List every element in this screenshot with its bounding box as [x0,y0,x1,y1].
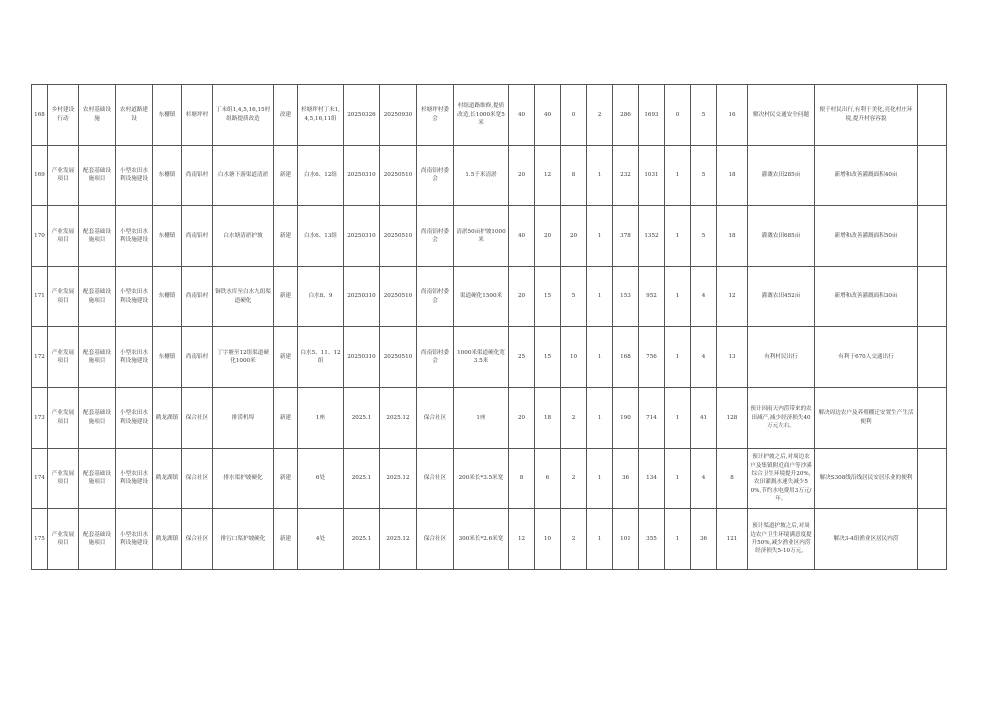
other-funds-cell: 5 [561,266,587,327]
location-cell: 白水6、13组 [298,206,344,267]
township-cell: 鹤龙湖镇 [153,448,182,509]
end-date-cell: 2025.12 [380,387,417,448]
project-type-cell: 产业发展项目 [48,145,79,206]
start-date-cell: 20250310 [344,145,380,206]
table-row [32,266,947,327]
fiscal-funds-cell: 40 [535,85,561,146]
remarks-cell [918,448,947,509]
poverty-population-cell: 8 [717,448,748,509]
construction-content-cell: 清淤50亩护坡1000米 [454,206,509,267]
people-benefited-cell: 134 [639,448,665,509]
benefit-mechanism-cell: 新增和改善灌溉面积50亩 [815,206,918,267]
villages-benefited-cell: 2 [587,85,613,146]
villages-benefited-cell: 1 [587,266,613,327]
implementing-unit-cell: 尚南铝村委会 [417,266,454,327]
remarks-cell [918,145,947,206]
people-benefited-cell: 756 [639,327,665,388]
location-cell: 白水5、11、12组 [298,327,344,388]
project-table [31,84,947,570]
construction-content-cell: 1.5千米清淤 [454,145,509,206]
total-investment-cell: 20 [509,145,535,206]
performance-goal-cell: 灌溉农田685亩 [748,206,815,267]
benefit-mechanism-cell: 解决3-4组渔业区居民内涝 [815,509,918,570]
households-benefited-cell: 378 [613,206,639,267]
remarks-cell [918,327,947,388]
fiscal-funds-cell: 6 [535,448,561,509]
poverty-households-cell: 1 [665,327,691,388]
other-funds-cell: 8 [561,145,587,206]
village-cell: 保合社区 [182,387,213,448]
performance-goal-cell: 预计渠道护坡之后,对周边农户卫生环境满意度提升50%,减少渔业区内涝经济损失5-10万元。 [748,509,815,570]
project-type-cell: 产业发展项目 [48,387,79,448]
poverty-population-cell: 18 [717,206,748,267]
project-subtype-cell: 配套基础设施项目 [79,327,116,388]
project-type-cell: 产业发展项目 [48,509,79,570]
table-row [32,387,947,448]
construction-category-cell: 小型农田水利设施建设 [116,327,153,388]
implementing-unit-cell: 杉塘坪村委会 [417,85,454,146]
construction-nature-cell: 改建 [274,85,298,146]
township-cell: 东栅镇 [153,145,182,206]
households-benefited-cell: 153 [613,266,639,327]
poverty-population-cell: 121 [717,509,748,570]
total-investment-cell: 8 [509,448,535,509]
poverty-households-cell: 1 [665,509,691,570]
project-subtype-cell: 配套基础设施项目 [79,206,116,267]
project-name-cell: 丁未组1,4,5,16,15村组路提质改造 [213,85,274,146]
location-cell: 白水6、12组 [298,145,344,206]
location-cell: 6处 [298,448,344,509]
project-subtype-cell: 配套基础设施项目 [79,448,116,509]
project-type-cell: 产业发展项目 [48,327,79,388]
people-benefited-cell: 355 [639,509,665,570]
table-row [32,327,947,388]
end-date-cell: 20250510 [380,266,417,327]
remarks-cell [918,266,947,327]
poverty-people-cell: 5 [691,85,717,146]
people-benefited-cell: 1693 [639,85,665,146]
villages-benefited-cell: 1 [587,448,613,509]
project-name-cell: 铜铁水库至白水九组渠道硬化 [213,266,274,327]
fiscal-funds-cell: 12 [535,145,561,206]
benefit-mechanism-cell: 便于村民出行,有利于美化,亮化村庄环境,提升村容容貌 [815,85,918,146]
project-name-cell: 丁字塘至12组渠道硬化1000米 [213,327,274,388]
performance-goal-cell: 解决村民交通安全问题 [748,85,815,146]
project-type-cell: 产业发展项目 [48,206,79,267]
poverty-people-cell: 5 [691,145,717,206]
benefit-mechanism-cell: 解决周边农户及养殖棚迁安置生产生活便利 [815,387,918,448]
construction-nature-cell: 新建 [274,509,298,570]
villages-benefited-cell: 1 [587,509,613,570]
construction-category-cell: 小型农田水利设施建设 [116,266,153,327]
project-subtype-cell: 配套基础设施项目 [79,387,116,448]
other-funds-cell: 2 [561,509,587,570]
project-name-cell: 白水塘清淤护坡 [213,206,274,267]
poverty-population-cell: 128 [717,387,748,448]
construction-nature-cell: 新建 [274,448,298,509]
poverty-population-cell: 16 [717,85,748,146]
construction-nature-cell: 新建 [274,206,298,267]
implementing-unit-cell: 保合社区 [417,387,454,448]
project-subtype-cell: 配套基础设施项目 [79,266,116,327]
end-date-cell: 2025.12 [380,448,417,509]
poverty-people-cell: 4 [691,327,717,388]
performance-goal-cell: 预计护坡之后,对周边农户及集镇附近商户等沙溪综合卫生环境提升20%,农田灌溉水速失减少50%,节约水电费用3万元/年。 [748,448,815,509]
table-row [32,206,947,267]
fiscal-funds-cell: 18 [535,387,561,448]
implementing-unit-cell: 尚南铝村委会 [417,145,454,206]
total-investment-cell: 25 [509,327,535,388]
end-date-cell: 20250510 [380,206,417,267]
households-benefited-cell: 36 [613,448,639,509]
poverty-population-cell: 13 [717,327,748,388]
township-cell: 东栅镇 [153,266,182,327]
benefit-mechanism-cell: 解决S308线沿线居民安居乐业的便利 [815,448,918,509]
construction-content-cell: 渠道硬化1500米 [454,266,509,327]
construction-category-cell: 小型农田水利设施建设 [116,145,153,206]
other-funds-cell: 2 [561,448,587,509]
table-row [32,85,947,146]
poverty-people-cell: 4 [691,266,717,327]
location-cell: 1座 [298,387,344,448]
construction-category-cell: 小型农田水利设施建设 [116,387,153,448]
poverty-households-cell: 0 [665,85,691,146]
people-benefited-cell: 1352 [639,206,665,267]
table-row [32,509,947,570]
performance-goal-cell: 预计因雨天内涝带来的农田减产,减少经济损失40万元左右。 [748,387,815,448]
poverty-households-cell: 1 [665,266,691,327]
poverty-households-cell: 1 [665,448,691,509]
construction-nature-cell: 新建 [274,145,298,206]
households-benefited-cell: 190 [613,387,639,448]
start-date-cell: 2025.1 [344,448,380,509]
start-date-cell: 20250310 [344,266,380,327]
households-benefited-cell: 286 [613,85,639,146]
performance-goal-cell: 有利村民出行 [748,327,815,388]
construction-content-cell: 200米长*3.5米宽 [454,448,509,509]
construction-content-cell: 1座 [454,387,509,448]
poverty-people-cell: 4 [691,448,717,509]
households-benefited-cell: 101 [613,509,639,570]
end-date-cell: 20250510 [380,145,417,206]
location-cell: 4处 [298,509,344,570]
total-investment-cell: 40 [509,85,535,146]
villages-benefited-cell: 1 [587,206,613,267]
township-cell: 鹤龙湖镇 [153,509,182,570]
fiscal-funds-cell: 15 [535,327,561,388]
performance-goal-cell: 灌溉农田285亩 [748,145,815,206]
project-type-cell: 产业发展项目 [48,448,79,509]
village-cell: 保合社区 [182,509,213,570]
project-type-cell: 产业发展项目 [48,266,79,327]
households-benefited-cell: 168 [613,327,639,388]
construction-category-cell: 小型农田水利设施建设 [116,206,153,267]
total-investment-cell: 20 [509,387,535,448]
poverty-households-cell: 1 [665,206,691,267]
construction-category-cell: 小型农田水利设施建设 [116,448,153,509]
village-cell: 尚南铝村 [182,266,213,327]
construction-category-cell: 农村道路建设 [116,85,153,146]
village-cell: 杉塘坪村 [182,85,213,146]
project-name-cell: 排涝机埠 [213,387,274,448]
start-date-cell: 2025.1 [344,387,380,448]
end-date-cell: 2025.12 [380,509,417,570]
table-row [32,145,947,206]
households-benefited-cell: 232 [613,145,639,206]
remarks-cell [918,509,947,570]
end-date-cell: 20250510 [380,327,417,388]
villages-benefited-cell: 1 [587,387,613,448]
construction-nature-cell: 新建 [274,387,298,448]
people-benefited-cell: 714 [639,387,665,448]
row-number-cell: 174 [32,448,48,509]
project-subtype-cell: 农村基础设施 [79,85,116,146]
project-name-cell: 排污口渠护坡硬化 [213,509,274,570]
construction-nature-cell: 新建 [274,327,298,388]
row-number-cell: 175 [32,509,48,570]
implementing-unit-cell: 保合社区 [417,509,454,570]
performance-goal-cell: 灌溉农田452亩 [748,266,815,327]
village-cell: 保合社区 [182,448,213,509]
start-date-cell: 20250310 [344,327,380,388]
remarks-cell [918,85,947,146]
people-benefited-cell: 952 [639,266,665,327]
poverty-people-cell: 5 [691,206,717,267]
construction-content-cell: 1000米渠道硬化宽3.5米 [454,327,509,388]
location-cell: 杉塘坪村丁未1,4,5,16,11组 [298,85,344,146]
village-cell: 尚南铝村 [182,145,213,206]
table-body [32,85,947,570]
poverty-people-cell: 36 [691,509,717,570]
project-name-cell: 白水塘下游渠道清淤 [213,145,274,206]
remarks-cell [918,387,947,448]
end-date-cell: 20250930 [380,85,417,146]
village-cell: 尚南铝村 [182,327,213,388]
construction-content-cell: 300米长*2.6米宽 [454,509,509,570]
township-cell: 鹤龙湖镇 [153,387,182,448]
township-cell: 东栅镇 [153,327,182,388]
row-number-cell: 171 [32,266,48,327]
implementing-unit-cell: 保合社区 [417,448,454,509]
fiscal-funds-cell: 20 [535,206,561,267]
benefit-mechanism-cell: 新增和改善灌溉面积30亩 [815,266,918,327]
benefit-mechanism-cell: 有利于670人交通出行 [815,327,918,388]
total-investment-cell: 40 [509,206,535,267]
villages-benefited-cell: 1 [587,145,613,206]
project-type-cell: 乡村建设行动 [48,85,79,146]
township-cell: 东栅镇 [153,206,182,267]
fiscal-funds-cell: 15 [535,266,561,327]
township-cell: 东栅镇 [153,85,182,146]
start-date-cell: 20250310 [344,206,380,267]
implementing-unit-cell: 尚南铝村委会 [417,327,454,388]
start-date-cell: 20250326 [344,85,380,146]
row-number-cell: 169 [32,145,48,206]
project-name-cell: 排水渠护坡硬化 [213,448,274,509]
villages-benefited-cell: 1 [587,327,613,388]
project-subtype-cell: 配套基础设施项目 [79,509,116,570]
row-number-cell: 168 [32,85,48,146]
implementing-unit-cell: 尚南铝村委会 [417,206,454,267]
start-date-cell: 2025.1 [344,509,380,570]
construction-nature-cell: 新建 [274,266,298,327]
construction-content-cell: 村组道路维修,提质改造,长1000米宽5米 [454,85,509,146]
remarks-cell [918,206,947,267]
row-number-cell: 170 [32,206,48,267]
row-number-cell: 172 [32,327,48,388]
total-investment-cell: 20 [509,266,535,327]
other-funds-cell: 20 [561,206,587,267]
other-funds-cell: 2 [561,387,587,448]
benefit-mechanism-cell: 新增和改善灌溉面积40亩 [815,145,918,206]
project-subtype-cell: 配套基础设施项目 [79,145,116,206]
poverty-population-cell: 12 [717,266,748,327]
other-funds-cell: 10 [561,327,587,388]
other-funds-cell: 0 [561,85,587,146]
total-investment-cell: 12 [509,509,535,570]
people-benefited-cell: 1031 [639,145,665,206]
fiscal-funds-cell: 10 [535,509,561,570]
location-cell: 白水8、9 [298,266,344,327]
construction-category-cell: 小型农田水利设施建设 [116,509,153,570]
poverty-households-cell: 1 [665,387,691,448]
row-number-cell: 173 [32,387,48,448]
poverty-households-cell: 1 [665,145,691,206]
village-cell: 尚南铝村 [182,206,213,267]
poverty-population-cell: 18 [717,145,748,206]
table-row [32,448,947,509]
poverty-people-cell: 41 [691,387,717,448]
